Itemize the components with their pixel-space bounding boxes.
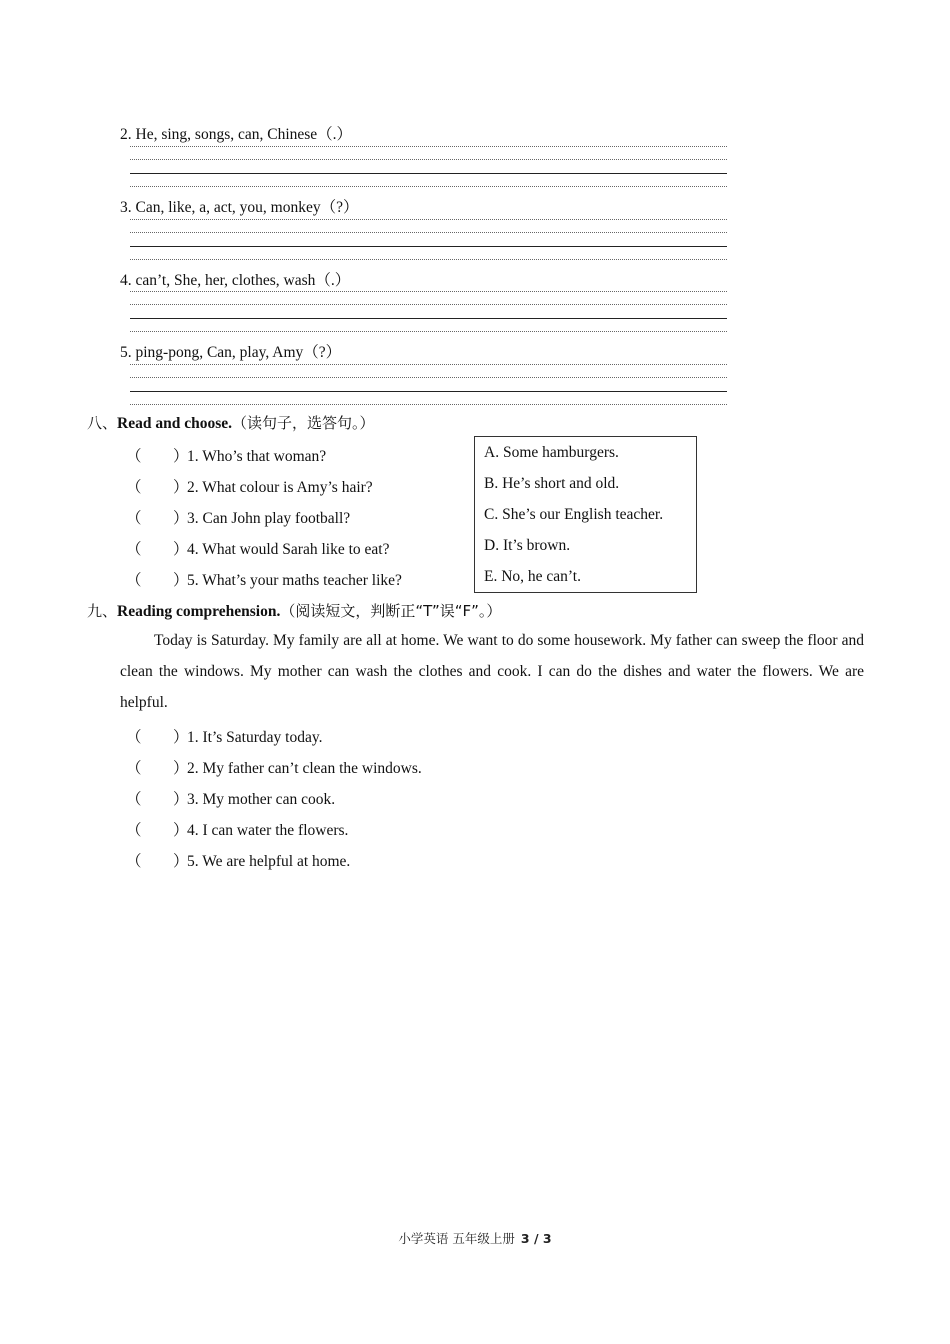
reading-passage — [120, 625, 864, 718]
s8-question-1-text: 1. Who’s that woman? — [187, 448, 327, 465]
answer-blank-open[interactable]: （ — [126, 479, 142, 496]
s8-question-5 — [126, 568, 402, 590]
page-footer — [0, 1229, 950, 1247]
s8-question-4-text: 4. What would Sarah like to eat? — [187, 541, 390, 558]
option-b: B. He’s short and old. — [484, 475, 620, 492]
s8-question-3 — [126, 506, 350, 528]
answer-blank-open[interactable]: （ — [126, 729, 142, 746]
section-8-title: Read and choose. — [117, 415, 232, 432]
s9-question-3-text: 3. My mother can cook. — [187, 791, 336, 808]
section-9-heading — [87, 600, 501, 621]
section-8-heading — [87, 412, 375, 433]
s8-question-2 — [126, 475, 373, 497]
option-e: E. No, he can’t. — [484, 568, 581, 585]
s9-question-1 — [126, 725, 322, 747]
footer-subject: 小学英语 五年级上册 — [398, 1231, 515, 1246]
s8-question-4 — [126, 537, 389, 559]
answer-blank-open[interactable]: （ — [126, 791, 142, 808]
answer-blank-open[interactable]: （ — [126, 541, 142, 558]
s8-question-3-text: 3. Can John play football? — [187, 510, 351, 527]
answer-blank-close: ） — [173, 448, 189, 465]
s9-question-3 — [126, 787, 335, 809]
answer-blank-open[interactable]: （ — [126, 448, 142, 465]
section-8-instruction: （读句子，选答句。） — [232, 414, 375, 432]
s8-question-2-text: 2. What colour is Amy’s hair? — [187, 479, 373, 496]
s9-question-4-text: 4. I can water the flowers. — [187, 822, 349, 839]
answer-blank-close: ） — [173, 479, 189, 496]
section-9-instruction: （阅读短文，判断正“T”误“F”。） — [280, 602, 502, 620]
answer-blank-open[interactable]: （ — [126, 822, 142, 839]
answer-blank-close: ） — [173, 510, 189, 527]
answer-blank-close: ） — [173, 541, 189, 558]
answer-blank-open[interactable]: （ — [126, 510, 142, 527]
s9-question-4 — [126, 818, 348, 840]
answer-blank-close: ） — [173, 822, 189, 839]
s9-question-2-text: 2. My father can’t clean the windows. — [187, 760, 422, 777]
answer-blank-close: ） — [173, 853, 189, 870]
option-d: D. It’s brown. — [484, 537, 571, 554]
question-2-prompt: 2. He, sing, songs, can, Chinese（.） — [120, 126, 353, 143]
section-8-number: 八、 — [87, 414, 118, 432]
page-number: 3 / 3 — [520, 1231, 552, 1246]
s8-question-5-text: 5. What’s your maths teacher like? — [187, 572, 402, 589]
section-9-title: Reading comprehension. — [117, 603, 281, 620]
question-5-prompt: 5. ping-pong, Can, play, Amy（?） — [120, 344, 342, 361]
answer-blank-open[interactable]: （ — [126, 760, 142, 777]
section-9-number: 九、 — [87, 602, 118, 620]
option-a: A. Some hamburgers. — [484, 444, 619, 461]
s9-question-2 — [126, 756, 422, 778]
question-4-prompt: 4. can’t, She, her, clothes, wash（.） — [120, 272, 351, 289]
question-3-prompt: 3. Can, like, a, act, you, monkey（?） — [120, 199, 359, 216]
answer-blank-open[interactable]: （ — [126, 572, 142, 589]
passage-text: Today is Saturday. My family are all at home. We want to do some housework. My father can sweep the floor and clean the windows. My mother can wash the clothes and cook. I can do the dishes and water the flowers. We are helpful. — [120, 632, 864, 711]
answer-blank-open[interactable]: （ — [126, 853, 142, 870]
s9-question-5-text: 5. We are helpful at home. — [187, 853, 351, 870]
answer-blank-close: ） — [173, 791, 189, 808]
s9-question-5 — [126, 849, 350, 871]
s9-question-1-text: 1. It’s Saturday today. — [187, 729, 323, 746]
answer-options-box — [474, 436, 697, 593]
answer-blank-close: ） — [173, 572, 189, 589]
option-c: C. She’s our English teacher. — [484, 506, 664, 523]
answer-blank-close: ） — [173, 760, 189, 777]
s8-question-1 — [126, 444, 326, 466]
answer-blank-close: ） — [173, 729, 189, 746]
